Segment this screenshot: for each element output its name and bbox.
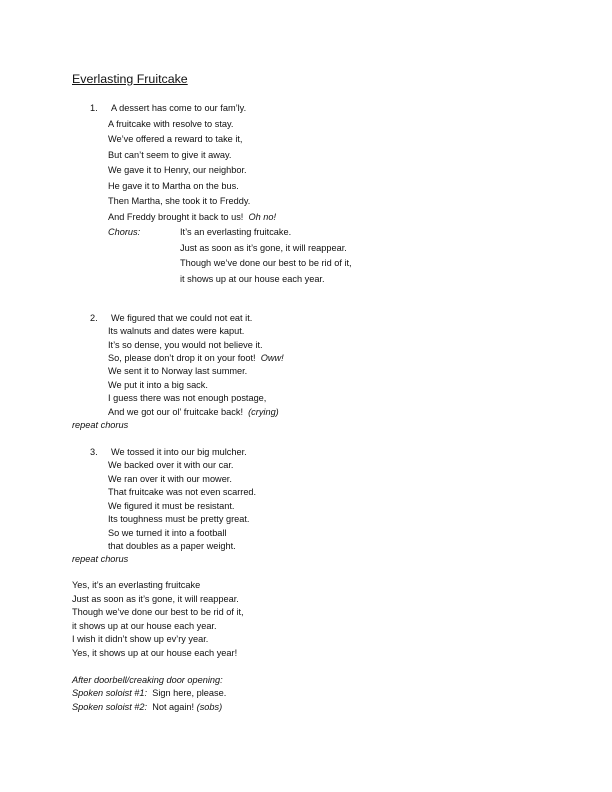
verse-3-line-4: That fruitcake was not even scarred. [108,487,257,497]
finale-line-3: Though we’ve done our best to be rid of it, [72,607,244,617]
verse-2-line-5: We sent it to Norway last summer. [108,366,248,376]
finale-line-6: Yes, it shows up at our house each year! [72,648,238,658]
verse-3-number: 3. [90,447,98,457]
verse-1-exclaim: Oh no! [248,212,277,222]
verse-1-line-7: Then Martha, she took it to Freddy. [108,196,251,206]
verse-1-line-6: He gave it to Martha on the bus. [108,181,239,191]
verse-1-line-1: A dessert has come to our fam’ly. [111,103,247,113]
verse-3-line-5: We figured it must be resistant. [108,501,235,511]
soloist-2-note: (sobs) [196,702,223,712]
stage-direction: After doorbell/creaking door opening: [72,675,223,685]
soloist-1-line [72,687,226,699]
chorus-label: Chorus: [108,227,141,237]
verse-3-line-7: So we turned it into a football [108,528,227,538]
chorus-line-2: Just as soon as it’s gone, it will reappear. [180,243,347,253]
verse-2-note-8: (crying) [248,407,279,417]
verse-3-line-2: We backed over it with our car. [108,460,234,470]
soloist-2-label: Spoken soloist #2: [72,702,148,712]
verse-2-line-4 [108,352,284,364]
verse-2-note-4: Oww! [260,353,284,363]
verse-3-line-3: We ran over it with our mower. [108,474,232,484]
soloist-1-label: Spoken soloist #1: [72,688,148,698]
verse-1-line-5: We gave it to Henry, our neighbor. [108,165,247,175]
verse-2-line-1: We figured that we could not eat it. [111,313,253,323]
soloist-1-text: Sign here, please. [152,688,227,698]
verse-1-number: 1. [90,103,98,113]
verse-3-repeat-chorus: repeat chorus [72,554,129,564]
verse-2-line-8 [108,406,279,418]
verse-2-number: 2. [90,313,98,323]
song-title: Everlasting Fruitcake [72,72,188,86]
chorus-line-3: Though we’ve done our best to be rid of it, [180,258,352,268]
finale-line-5: I wish it didn’t show up ev’ry year. [72,634,209,644]
soloist-2-text: Not again! [152,702,195,712]
verse-3-line-8: that doubles as a paper weight. [108,541,236,551]
chorus-line-4: it shows up at our house each year. [180,274,325,284]
verse-1-line-8-text: And Freddy brought it back to us! [108,212,244,222]
finale-line-4: it shows up at our house each year. [72,621,217,631]
verse-3-line-6: Its toughness must be pretty great. [108,514,250,524]
finale-line-2: Just as soon as it’s gone, it will reappear. [72,594,239,604]
verse-2-line-6: We put it into a big sack. [108,380,208,390]
verse-2-line-4-text: So, please don’t drop it on your foot! [108,353,256,363]
verse-2-line-7: I guess there was not enough postage, [108,393,267,403]
verse-2-repeat-chorus: repeat chorus [72,420,129,430]
verse-2-line-8-text: And we got our ol’ fruitcake back! [108,407,243,417]
verse-1-line-3: We’ve offered a reward to take it, [108,134,243,144]
soloist-2-line [72,701,222,713]
chorus-line-1: It’s an everlasting fruitcake. [180,227,292,237]
verse-2-line-2: Its walnuts and dates were kaput. [108,326,245,336]
finale-line-1: Yes, it’s an everlasting fruitcake [72,580,201,590]
verse-2-line-3: It’s so dense, you would not believe it. [108,340,263,350]
verse-1-line-4: But can’t seem to give it away. [108,150,232,160]
verse-1-line-8 [108,211,276,223]
verse-1-line-2: A fruitcake with resolve to stay. [108,119,234,129]
verse-3-line-1: We tossed it into our big mulcher. [111,447,247,457]
